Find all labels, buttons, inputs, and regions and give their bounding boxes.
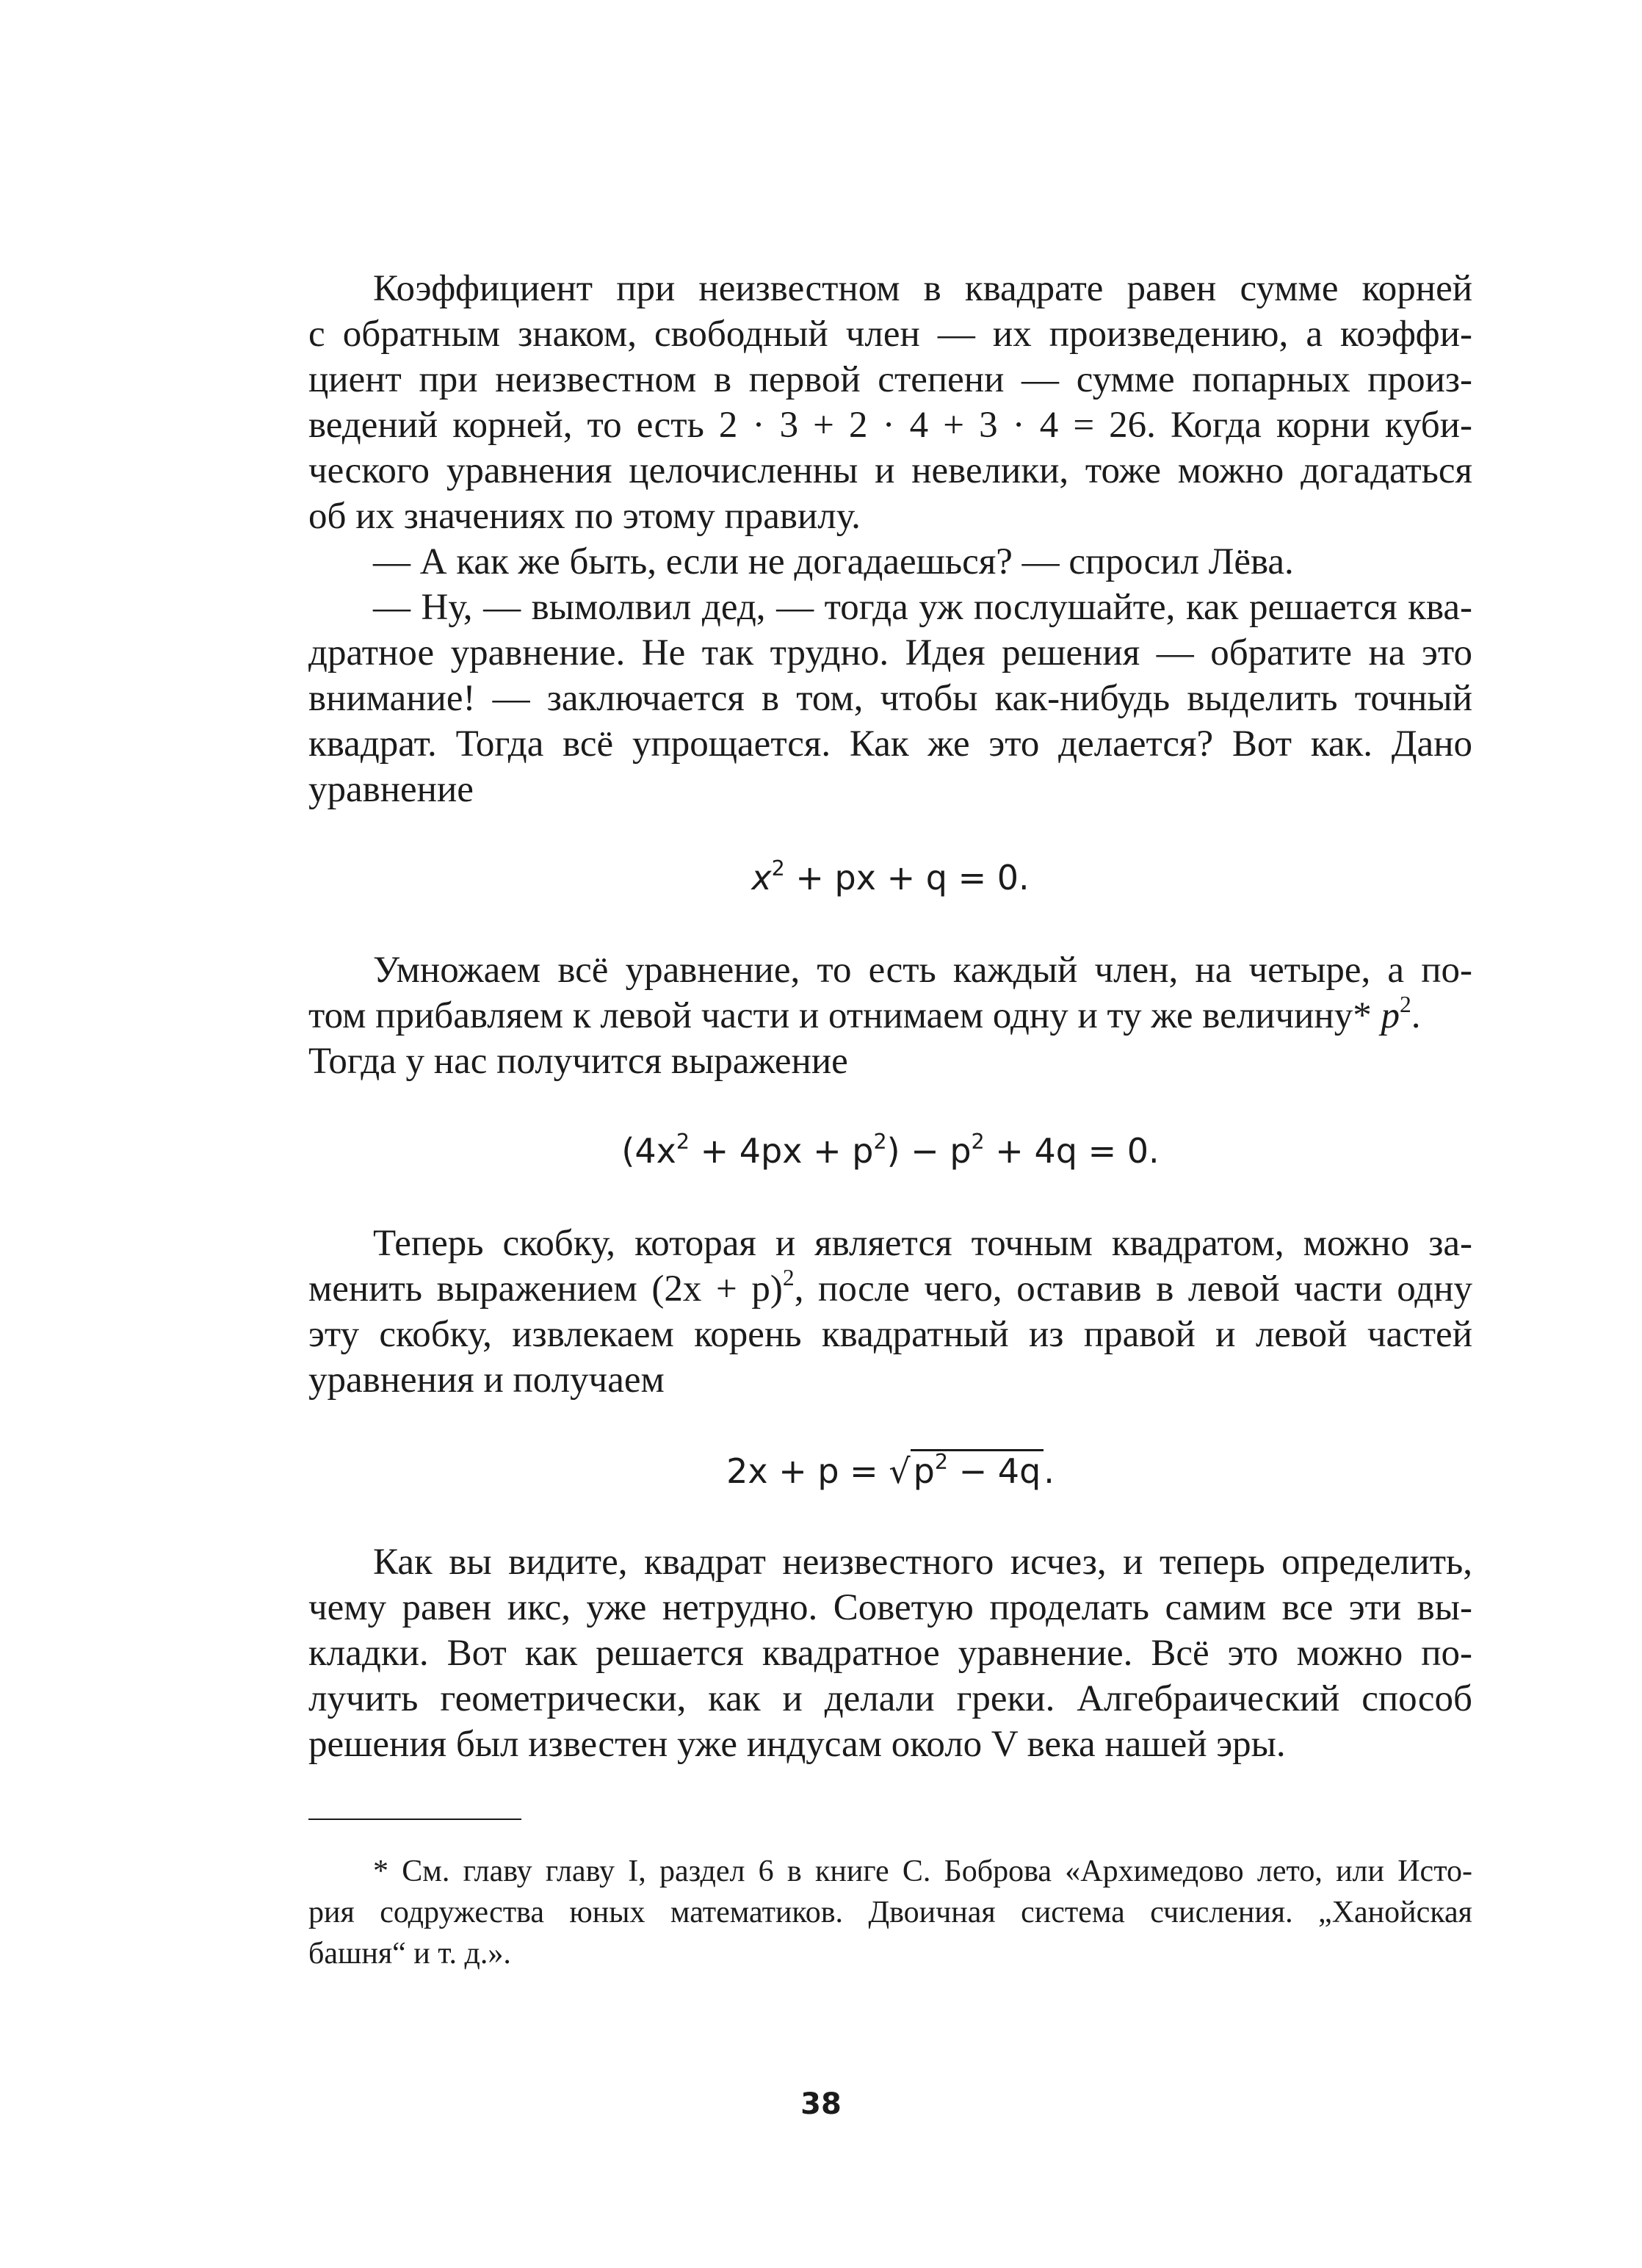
text-line: внимание! — заключается в том, чтобы как-нибудь выделить точный (308, 678, 1472, 719)
text-line: лучить геометрически, как и делали греки. Алгебраический способ (308, 1678, 1472, 1719)
text-line: — А как же быть, если не догадаешься? — спросил Лёва. (373, 541, 1294, 582)
text-line: с обратным знаком, свободный член — их произведению, а коэффи- (308, 314, 1472, 355)
text-line: Тогда у нас получится выражение (308, 1041, 848, 1082)
footnote-divider (308, 1819, 521, 1820)
text-line: кладки. Вот как решается квадратное уравнение. Всё это можно по- (308, 1633, 1472, 1674)
footnote-line: * См. главу главу I, раздел 6 в книге С. Боброва «Архимедово лето, или Исто- (373, 1855, 1472, 1888)
equation-quadratic: $x^2$ + px + q = 0. (751, 856, 1030, 898)
page-number: 38 (800, 2087, 842, 2121)
text-line: менить выражением $(2x + p)^2$, после чего, оставив в левой части одну (308, 1264, 1473, 1310)
text-line: дратное уравнение. Не так трудно. Идея решения — обратите на это (308, 632, 1472, 673)
text-line: об их значениях по этому правилу. (308, 496, 861, 537)
text-line: чему равен икс, уже нетрудно. Советую проделать самим все эти вы- (308, 1587, 1472, 1628)
text-line: уравнения и получаем (308, 1359, 665, 1401)
text-line: — Ну, — вымолвил дед, — тогда уж послушайте, как решается ква- (373, 587, 1472, 628)
text-line: квадрат. Тогда всё упрощается. Как же это делается? Вот как. Дано (308, 723, 1472, 765)
text-line: эту скобку, извлекаем корень квадратный из правой и левой частей (308, 1314, 1472, 1355)
text-line: ведений корней, то есть 2 · 3 + 2 · 4 + 3 · 4 = 26. Когда корни куби- (308, 405, 1472, 446)
text-line: Теперь скобку, которая и является точным квадратом, можно за- (373, 1223, 1472, 1264)
footnote-line: рия содружества юных математиков. Двоичная система счисления. „Ханойская (308, 1896, 1472, 1929)
text-line: Умножаем всё уравнение, то есть каждый член, на четыре, а по- (373, 950, 1472, 991)
text-line: решения был известен уже индусам около V века нашей эры. (308, 1724, 1286, 1765)
text-line: циент при неизвестном в первой степени — сумме попарных произ- (308, 359, 1472, 400)
text-line: уравнение (308, 769, 474, 810)
equation-completed-square: $(4x^2 + 4px + p^2) - p^2 + 4q = 0$. (621, 1129, 1160, 1171)
text-line: Коэффициент при неизвестном в квадрате равен сумме корней (373, 268, 1472, 309)
equation-square-root: $2x + p = √p^2 - 4q$. (726, 1449, 1055, 1491)
text-line: том прибавляем к левой части и отнимаем одну и ту же величину* $p^2$. (308, 991, 1421, 1036)
text-line: Как вы видите, квадрат неизвестного исчез, и теперь определить, (373, 1542, 1472, 1583)
footnote-line: башня“ и т. д.». (308, 1937, 511, 1971)
text-line: ческого уравнения целочисленны и невелики, тоже можно догадаться (308, 450, 1472, 491)
radical-bar: $p^2 - 4q$ (911, 1449, 1044, 1491)
